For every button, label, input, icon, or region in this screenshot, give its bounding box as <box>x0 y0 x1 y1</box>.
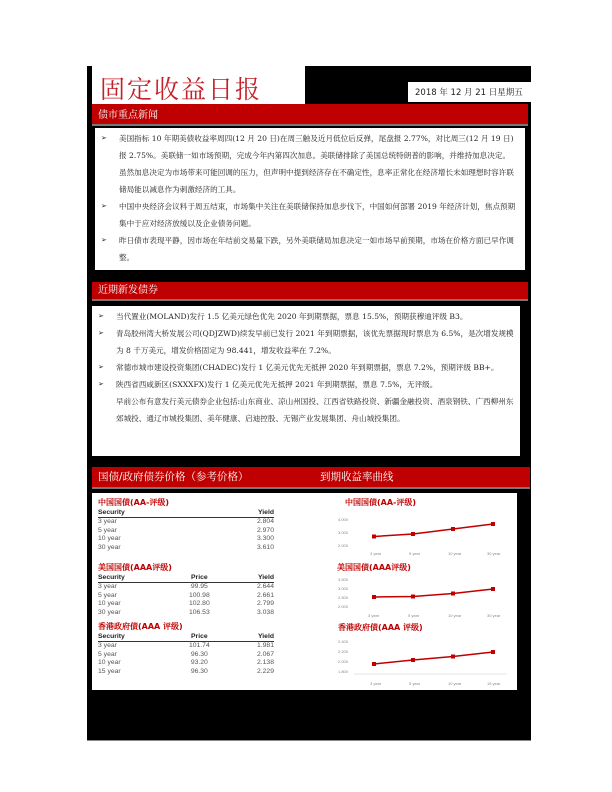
us-bond-title: 美国国债(AAA评级) <box>98 563 172 572</box>
svg-text:3 year: 3 year <box>368 613 380 618</box>
table-row: 5 year 96.30 2.067 <box>98 650 274 658</box>
svg-text:2.000: 2.000 <box>338 543 349 548</box>
bullet-arrow-icon: ➢ <box>98 363 104 371</box>
svg-text:2.000: 2.000 <box>338 659 349 664</box>
svg-text:3.000: 3.000 <box>338 530 349 535</box>
table-row: 3 year 101.74 1.981 <box>98 642 274 649</box>
china-chart-title: 中国国债(AA-评级) <box>345 498 417 507</box>
table-row: 30 year 106.53 3.038 <box>98 608 274 616</box>
svg-text:5 year: 5 year <box>409 681 421 686</box>
table-row: 5 year 100.98 2.661 <box>98 591 274 599</box>
prices-section-header <box>92 467 530 489</box>
prices-panel <box>92 493 517 690</box>
issue-item: ➢ 常德市城市建设投资集团(CHADEC)发行 1 亿美元优先无抵押 2020 年到期票据，票息 7.2%，预期评级 BB+。 <box>96 359 514 376</box>
report-title: 固定收益日报 <box>100 75 263 104</box>
hk-bond-table-block <box>98 621 274 676</box>
bullet-arrow-icon: ➢ <box>98 329 104 337</box>
svg-text:2.000: 2.000 <box>338 604 349 609</box>
table-row: 10 year 93.20 2.138 <box>98 659 274 666</box>
news-panel <box>95 128 525 270</box>
bullet-arrow-icon: ➢ <box>98 312 104 320</box>
hk-bond-table: Security Price Yield 3 year 101.74 1.981 5 year 96.30 2.067 10 year 93.20 2.138 15 year 96.30 2.229 <box>98 633 274 675</box>
svg-text:10 year: 10 year <box>448 681 462 686</box>
news-item: ➢ 美国指标 10 年期美债收益率周四(12 月 20 日)在周三触及近月低位后反弹，尾盘报 2.77%，对比周三(12 月 19 日)报 2.75%。美联储一如市场预期，完成今年内第四次加息。美联储排除了美国总统特朗普的影响，并维持加息决定。虽然加息决定为市场带来可能回调的压力，但声明中提到经济存在不确定性，息率正常化在经济增长未如理想时容许联储局能以减息作为刺激经济的工具。 <box>99 130 517 198</box>
svg-text:3.000: 3.000 <box>338 586 349 591</box>
issue-item: ➢ 陕西省西咸新区(SXXXFX)发行 1 亿美元优先无抵押 2021 年到期票据，票息 7.5%，无评级。 <box>96 376 514 393</box>
yield-curve-section-title: 到期收益率曲线 <box>320 471 394 483</box>
china-bond-table: Security Yield 3 year 2.804 5 year 2.970 10 year 3.300 30 year 3.610 <box>98 509 274 551</box>
news-item: ➢ 昨日债市表现平静，因市场在年结前交易量下跌，另外美联储局加息决定一如市场早前预期，市场在价格方面已早作调整。 <box>99 232 517 266</box>
svg-text:3.500: 3.500 <box>338 577 349 582</box>
news-section-header <box>92 107 528 126</box>
svg-text:30 year: 30 year <box>487 551 501 556</box>
us-chart-title: 美国国债(AAA评级) <box>337 563 411 572</box>
hk-bond-title: 香港政府债(AAA 评级) <box>98 622 183 631</box>
news-list <box>99 130 517 266</box>
bullet-arrow-icon: ➢ <box>101 202 107 210</box>
new-issues-list <box>96 308 514 393</box>
report-date: 2018 年 12 月 21 日星期五 <box>415 88 523 98</box>
new-issues-section-header <box>92 282 528 301</box>
news-item: ➢ 中国中央经济会议料于周五结束，市场集中关注在美联储保持加息步伐下，中国如何部署 2019 年经济计划，焦点预期集中于应对经济放缓以及企业债务问题。 <box>99 198 517 232</box>
table-row: 10 year 102.80 2.799 <box>98 600 274 607</box>
svg-text:2.500: 2.500 <box>338 595 349 600</box>
new-issues-panel <box>92 306 520 456</box>
svg-text:10 year: 10 year <box>448 613 462 618</box>
svg-text:10 year: 10 year <box>448 551 462 556</box>
bullet-arrow-icon: ➢ <box>98 380 104 388</box>
table-row: 3 year 2.804 <box>98 518 274 525</box>
upcoming-issuers-note: 早前公布有意发行美元债券企业包括:山东商业、凉山州国投、江西省铁路投资、新疆金融投资、酒泉钢铁、广西柳州东郊城投、通辽市城投集团、美年健康、启迪控股、无锡产业发展集团、舟山城投集团。 <box>116 397 514 423</box>
hk-yield-chart <box>332 635 512 687</box>
svg-text:30 year: 30 year <box>487 613 501 618</box>
table-row: 30 year 3.610 <box>98 543 274 551</box>
hk-chart-title: 香港政府债(AAA 评级) <box>338 623 423 632</box>
us-yield-chart <box>332 573 512 621</box>
china-bond-table-block <box>98 497 274 552</box>
prices-section-title: 国债/政府债券价格（参考价格） <box>98 471 249 483</box>
table-row: 3 year 99.95 2.644 <box>98 583 274 590</box>
news-section-title: 债市重点新闻 <box>98 110 158 121</box>
svg-text:3 year: 3 year <box>370 681 382 686</box>
svg-text:1.800: 1.800 <box>338 669 349 674</box>
svg-text:3 year: 3 year <box>370 551 382 556</box>
new-issues-section-title: 近期新发债券 <box>98 285 158 296</box>
title-box <box>92 66 305 104</box>
bullet-arrow-icon: ➢ <box>101 134 107 142</box>
issue-item: ➢ 当代置业(MOLAND)发行 1.5 亿美元绿色优先 2020 年到期票据，票息 15.5%，预期获穆迪评级 B3。 <box>96 308 514 325</box>
issue-item: ➢ 青岛胶州湾大桥发展公司(QDJZWD)续发早前已发行 2021 年到期票据，该优先票据现时票息为 6.5%，是次增发规模为 8 千万美元，增发价格固定为 98.441，增发收益率在 7.2%。 <box>96 325 514 359</box>
table-row: 15 year 96.30 2.229 <box>98 667 274 675</box>
table-row: 5 year 2.970 <box>98 526 274 534</box>
us-bond-table: Security Price Yield 3 year 99.95 2.644 5 year 100.98 2.661 10 year 102.80 2.799 30 year 106.53 3.038 <box>98 574 274 616</box>
table-row: 10 year 3.300 <box>98 535 274 542</box>
svg-text:5 year: 5 year <box>408 613 420 618</box>
svg-text:4.000: 4.000 <box>338 517 349 522</box>
date-box <box>408 82 531 102</box>
svg-text:2.400: 2.400 <box>338 639 349 644</box>
china-yield-chart <box>332 509 512 557</box>
china-bond-title: 中国国债(AA-评级) <box>98 498 170 507</box>
us-bond-table-block <box>98 562 274 617</box>
svg-text:5 year: 5 year <box>409 551 421 556</box>
svg-text:2.200: 2.200 <box>338 649 349 654</box>
bullet-arrow-icon: ➢ <box>101 236 107 244</box>
svg-text:15 year: 15 year <box>487 681 501 686</box>
